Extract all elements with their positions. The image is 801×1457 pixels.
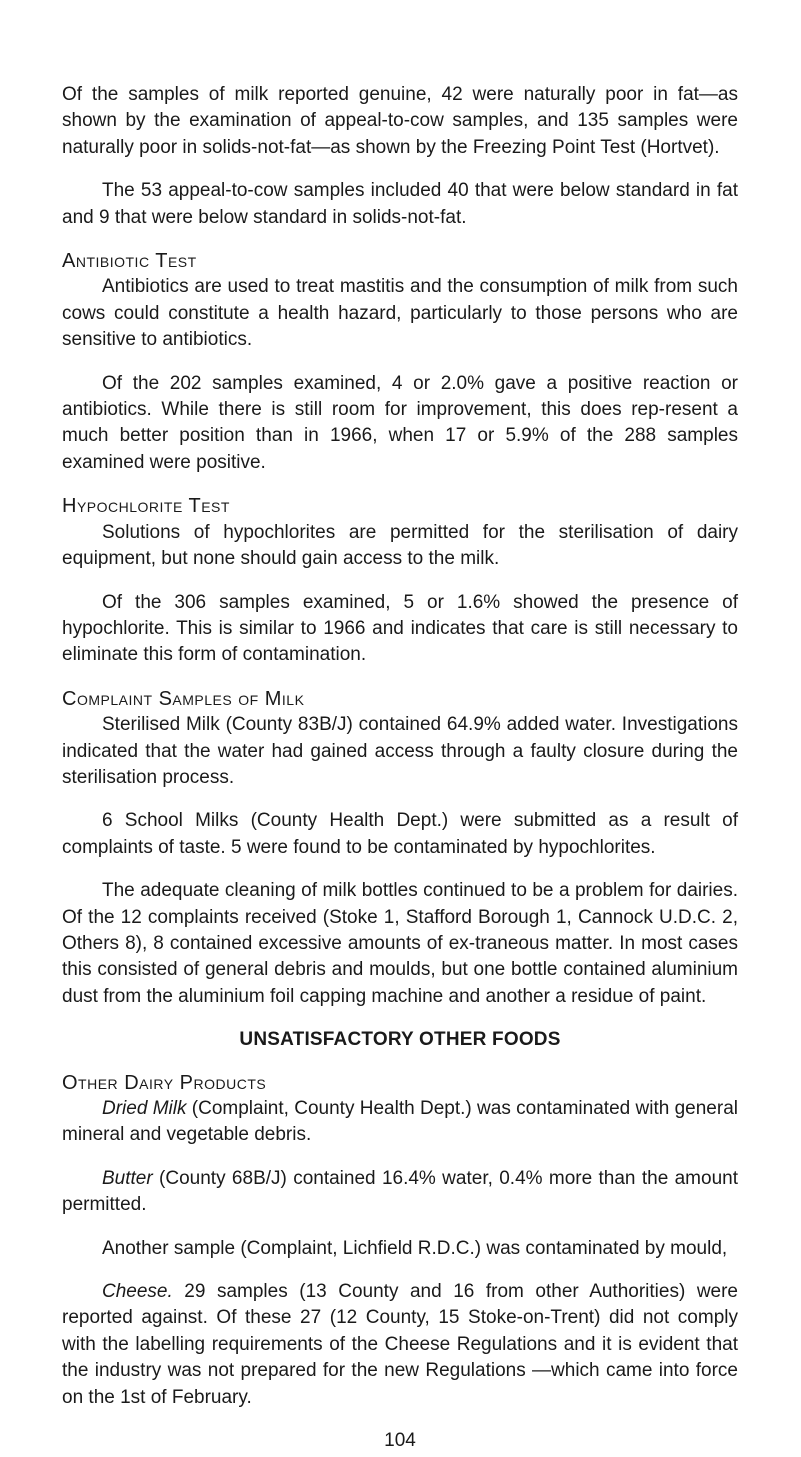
paragraph-sterilised-milk: Sterilised Milk (County 83B/J) contained 64.9% added water. Investigations indicated that the water had gained access through a faulty closure during the sterilisation process. bbox=[62, 714, 738, 788]
paragraph-butter bbox=[62, 1166, 738, 1219]
heading-other-dairy-products: Other Dairy Products bbox=[62, 1071, 267, 1094]
dried-milk-title: Dried Milk bbox=[102, 1098, 187, 1119]
heading-complaint-samples: Complaint Samples of Milk bbox=[62, 687, 305, 710]
paragraph-milk-bottles: The adequate cleaning of milk bottles continued to be a problem for dairies. Of the 12 complaints received (Stoke 1, Stafford Borough 1, Cannock U.D.C. 2, Others 8), 8 contained excessive amounts of ex-traneous matter. In most cases this consisted of general debris and moulds, but one bottle contained aluminium dust from the aluminium foil capping machine and another a residue of paint. bbox=[62, 880, 738, 1007]
document-page bbox=[62, 82, 738, 1454]
heading-antibiotic-test: Antibiotic Test bbox=[62, 250, 197, 273]
paragraph-milk-genuine: Of the samples of milk reported genuine, 42 were naturally poor in fat—as shown by the examination of appeal-to-cow samples, and 135 samples were naturally poor in solids-not-fat—as shown by the Freezing Point Test (Hortvet). bbox=[62, 84, 738, 158]
paragraph-hypochlorite-solutions: Solutions of hypochlorites are permitted for the sterilisation of dairy equipment, but none should gain access to the milk. bbox=[62, 521, 738, 570]
dried-milk-text: (Complaint, County Health Dept.) was contaminated with general mineral and vegetable debris. bbox=[62, 1098, 738, 1146]
cheese-text: 29 samples (13 County and 16 from other Authorities) were reported against. Of these 27 (12 County, 15 Stoke-on-Trent) did not comply with the labelling requirements of the Cheese Regulations and it is evident that the industry was not prepared for the new Regulations —which came into force on the 1st of February. bbox=[62, 1281, 738, 1408]
paragraph-appeal-to-cow: The 53 appeal-to-cow samples included 40 that were below standard in fat and 9 that were below standard in solids-not-fat. bbox=[62, 180, 738, 228]
butter-title: Butter bbox=[102, 1167, 153, 1189]
paragraph-school-milks: 6 School Milks (County Health Dept.) were submitted as a result of complaints of taste. 5 were found to be contaminated by hypochlorites. bbox=[62, 810, 738, 858]
page-number: 104 bbox=[384, 1430, 416, 1452]
paragraph-cheese bbox=[62, 1279, 738, 1411]
butter-text: (County 68B/J) contained 16.4% water, 0.4% more than the amount permitted. bbox=[62, 1167, 738, 1216]
cheese-title: Cheese. bbox=[102, 1281, 173, 1303]
paragraph-hypochlorite-results: Of the 306 samples examined, 5 or 1.6% showed the presence of hypochlorite. This is similar to 1966 and indicates that care is still necessary to eliminate this form of contamination. bbox=[62, 591, 738, 666]
heading-unsatisfactory-other-foods: UNSATISFACTORY OTHER FOODS bbox=[239, 1029, 561, 1051]
paragraph-antibiotics-results: Of the 202 samples examined, 4 or 2.0% gave a positive reaction or antibiotics. While there is still room for improvement, this does rep-resent a much better position than in 1966, when 17 or 5.9% of the 288 samples examined were positive. bbox=[62, 372, 738, 473]
paragraph-butter-complaint: Another sample (Complaint, Lichfield R.D.C.) was contaminated by mould, bbox=[102, 1237, 728, 1259]
paragraph-antibiotics-use: Antibiotics are used to treat mastitis and the consumption of milk from such cows could constitute a health hazard, particularly to those persons who are sensitive to antibiotics. bbox=[62, 276, 738, 351]
paragraph-dried-milk bbox=[62, 1096, 738, 1149]
heading-hypochlorite-test: Hypochlorite Test bbox=[62, 495, 230, 518]
